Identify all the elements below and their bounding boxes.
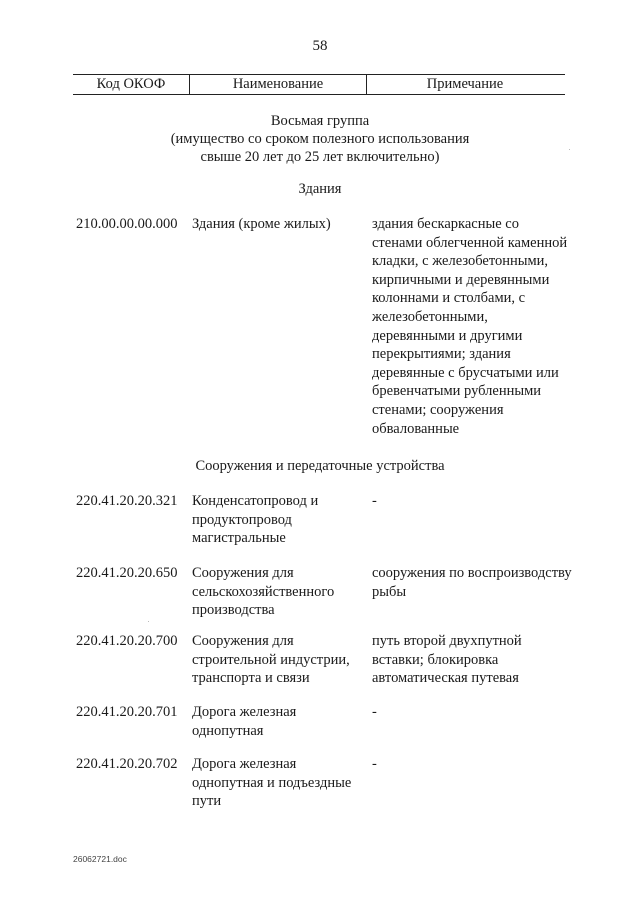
row-code: 220.41.20.20.650 xyxy=(76,565,178,581)
header-code: Код ОКОФ xyxy=(96,76,166,92)
row-code: 220.41.20.20.321 xyxy=(76,493,178,509)
group-title-line-2: (имущество со сроком полезного использования xyxy=(170,131,470,147)
page-number: 58 xyxy=(312,38,328,54)
section-title-buildings: Здания xyxy=(298,181,342,197)
row-name: Дорога железная однопутная и подъездные пути xyxy=(192,756,352,810)
scan-speck xyxy=(148,621,149,622)
row-note: здания бескаркасные со стенами облегченной каменной кладки, с железобетонными, кирпичными и деревянными колоннами и столбами, с железобетонными, деревянными и другими перекрытиями; здания деревянные с брусчатыми или бревенчатыми рубленными стенами; сооружения обвалованные xyxy=(372,216,568,437)
row-name: Сооружения для строительной индустрии, транспорта и связи xyxy=(192,633,350,687)
group-title xyxy=(0,112,640,166)
group-title-line-3: свыше 20 лет до 25 лет включительно) xyxy=(200,149,440,165)
section-title-structures: Сооружения и передаточные устройства xyxy=(195,458,445,474)
row-name: Сооружения для сельскохозяйственного производства xyxy=(192,565,335,619)
row-name: Здания (кроме жилых) xyxy=(192,216,331,232)
row-name: Дорога железная однопутная xyxy=(192,704,297,739)
row-code: 210.00.00.00.000 xyxy=(76,216,178,232)
scan-speck xyxy=(569,149,570,150)
group-title-line-1: Восьмая группа xyxy=(270,113,370,129)
row-note: - xyxy=(372,493,377,509)
row-note: сооружения по воспроизводству рыбы xyxy=(372,565,572,600)
row-note: путь второй двухпутной вставки; блокировка автоматическая путевая xyxy=(372,633,522,687)
row-note: - xyxy=(372,704,377,720)
row-code: 220.41.20.20.701 xyxy=(76,704,178,720)
row-code: 220.41.20.20.702 xyxy=(76,756,178,772)
header-name: Наименование xyxy=(189,75,367,94)
row-name: Конденсатопровод и продуктопровод магистральные xyxy=(192,493,319,547)
file-name-footer: 26062721.doc xyxy=(73,854,127,864)
row-note: - xyxy=(372,756,377,772)
table-header xyxy=(73,74,565,95)
row-code: 220.41.20.20.700 xyxy=(76,633,178,649)
header-note: Примечание xyxy=(426,76,504,92)
